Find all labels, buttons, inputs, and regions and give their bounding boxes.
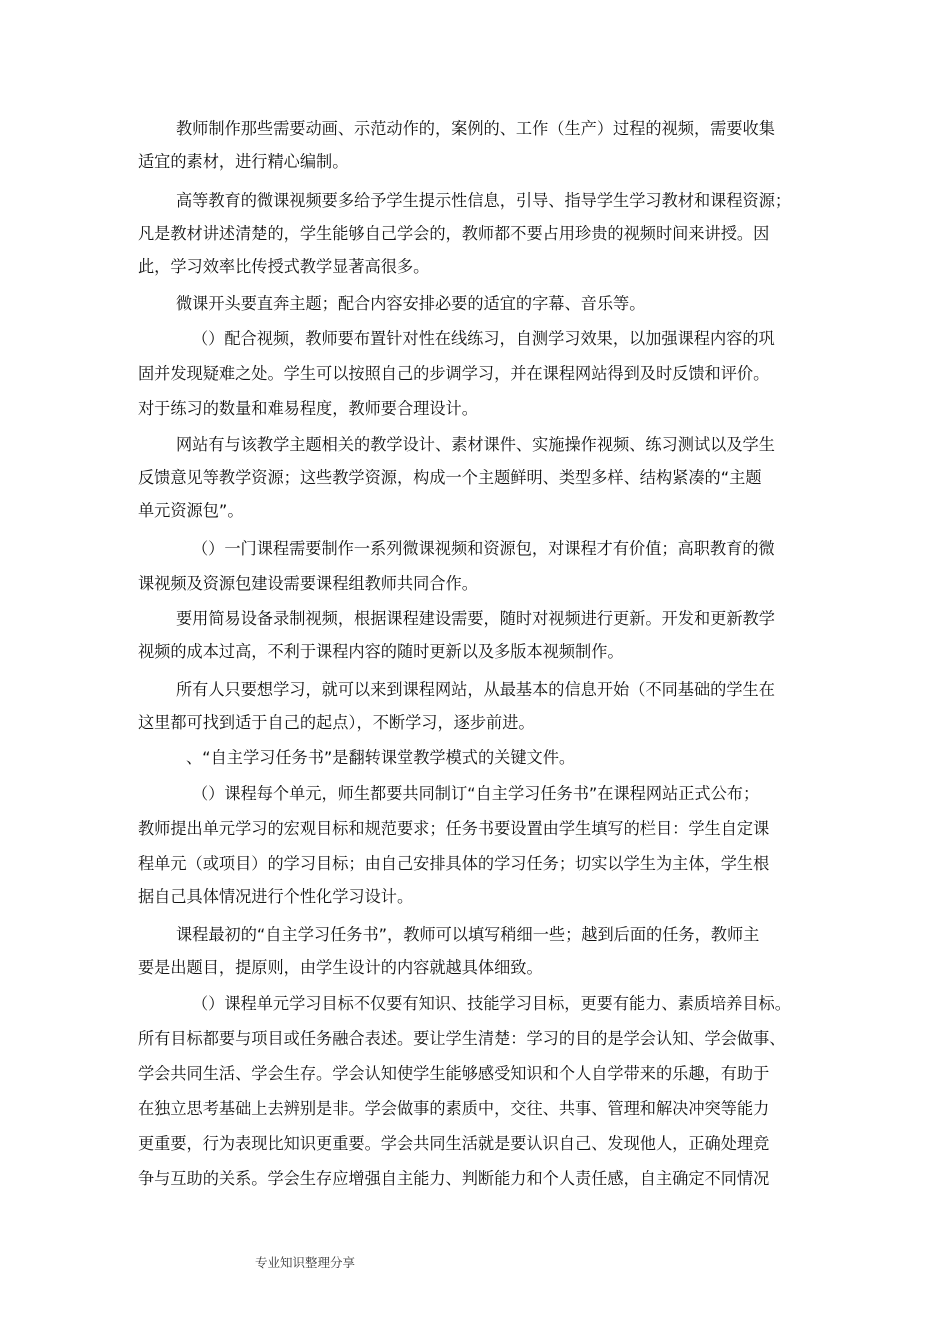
- text-line: 学会共同生活、学会生存。学会认知使学生能够感受知识和个人自学带来的乐趣，有助于: [138, 1064, 770, 1083]
- text-line: 在独立思考基础上去辨别是非。学会做事的素质中，交往、共事、管理和解决冲突等能力: [138, 1099, 770, 1118]
- text-line: 课视频及资源包建设需要课程组教师共同合作。: [138, 574, 478, 593]
- text-line: （）课程单元学习目标不仅要有知识、技能学习目标，更要有能力、素质培养目标。: [192, 994, 791, 1013]
- text-line: 要用简易设备录制视频，根据课程建设需要，随时对视频进行更新。开发和更新教学: [176, 609, 775, 628]
- text-line: 反馈意见等教学资源；这些教学资源，构成一个主题鲜明、类型多样、结构紧凑的“主题: [138, 468, 762, 487]
- text-line: 对于练习的数量和难易程度，教师要合理设计。: [138, 399, 478, 418]
- text-line: 视频的成本过高，不利于课程内容的随时更新以及多版本视频制作。: [138, 642, 624, 661]
- text-line: 凡是教材讲述清楚的，学生能够自己学会的，教师都不要占用珍贵的视频时间来讲授。因: [138, 224, 770, 243]
- text-line: 所有人只要想学习，就可以来到课程网站，从最基本的信息开始（不同基础的学生在: [176, 680, 775, 699]
- text-line: 此，学习效率比传授式教学显著高很多。: [138, 257, 430, 276]
- section-heading: 、“自主学习任务书”是翻转课堂教学模式的关键文件。: [186, 748, 576, 767]
- text-line: 教师制作那些需要动画、示范动作的，案例的、工作（生产）过程的视频，需要收集: [176, 119, 775, 138]
- text-line: 固并发现疑难之处。学生可以按照自己的步调学习，并在课程网站得到及时反馈和评价。: [138, 364, 770, 383]
- text-line: 课程最初的“自主学习任务书”，教师可以填写稍细一些；越到后面的任务，教师主: [176, 925, 760, 944]
- text-line: （）配合视频，教师要布置针对性在线练习，自测学习效果，以加强课程内容的巩: [192, 329, 775, 348]
- text-line: 争与互助的关系。学会生存应增强自主能力、判断能力和个人责任感，自主确定不同情况: [138, 1169, 770, 1188]
- text-line: 单元资源包”。: [138, 501, 244, 520]
- page-footer: 专业知识整理分享: [255, 1255, 356, 1270]
- text-line: 据自己具体情况进行个性化学习设计。: [138, 887, 414, 906]
- text-line: 教师提出单元学习的宏观目标和规范要求；任务书要设置由学生填写的栏目：学生自定课: [138, 819, 770, 838]
- text-line: 网站有与该教学主题相关的教学设计、素材课件、实施操作视频、练习测试以及学生: [176, 435, 775, 454]
- text-line: 要是出题目，提原则，由学生设计的内容就越具体细致。: [138, 958, 543, 977]
- text-line: 程单元（或项目）的学习目标；由自己安排具体的学习任务；切实以学生为主体，学生根: [138, 854, 770, 873]
- text-line: （）一门课程需要制作一系列微课视频和资源包，对课程才有价值；高职教育的微: [192, 539, 775, 558]
- text-line: 所有目标都要与项目或任务融合表述。要让学生清楚：学习的目的是学会认知、学会做事、: [138, 1029, 786, 1048]
- text-line: （）课程每个单元，师生都要共同制订“自主学习任务书”在课程网站正式公布；: [192, 784, 760, 803]
- text-line: 高等教育的微课视频要多给予学生提示性信息，引导、指导学生学习教材和课程资源；: [176, 191, 792, 210]
- text-line: 更重要，行为表现比知识更重要。学会共同生活就是要认识自己、发现他人，正确处理竞: [138, 1134, 770, 1153]
- text-line: 适宜的素材，进行精心编制。: [138, 152, 349, 171]
- text-line: 微课开头要直奔主题；配合内容安排必要的适宜的字幕、音乐等。: [176, 294, 646, 313]
- text-line: 这里都可找到适于自己的起点），不断学习，逐步前进。: [138, 713, 535, 732]
